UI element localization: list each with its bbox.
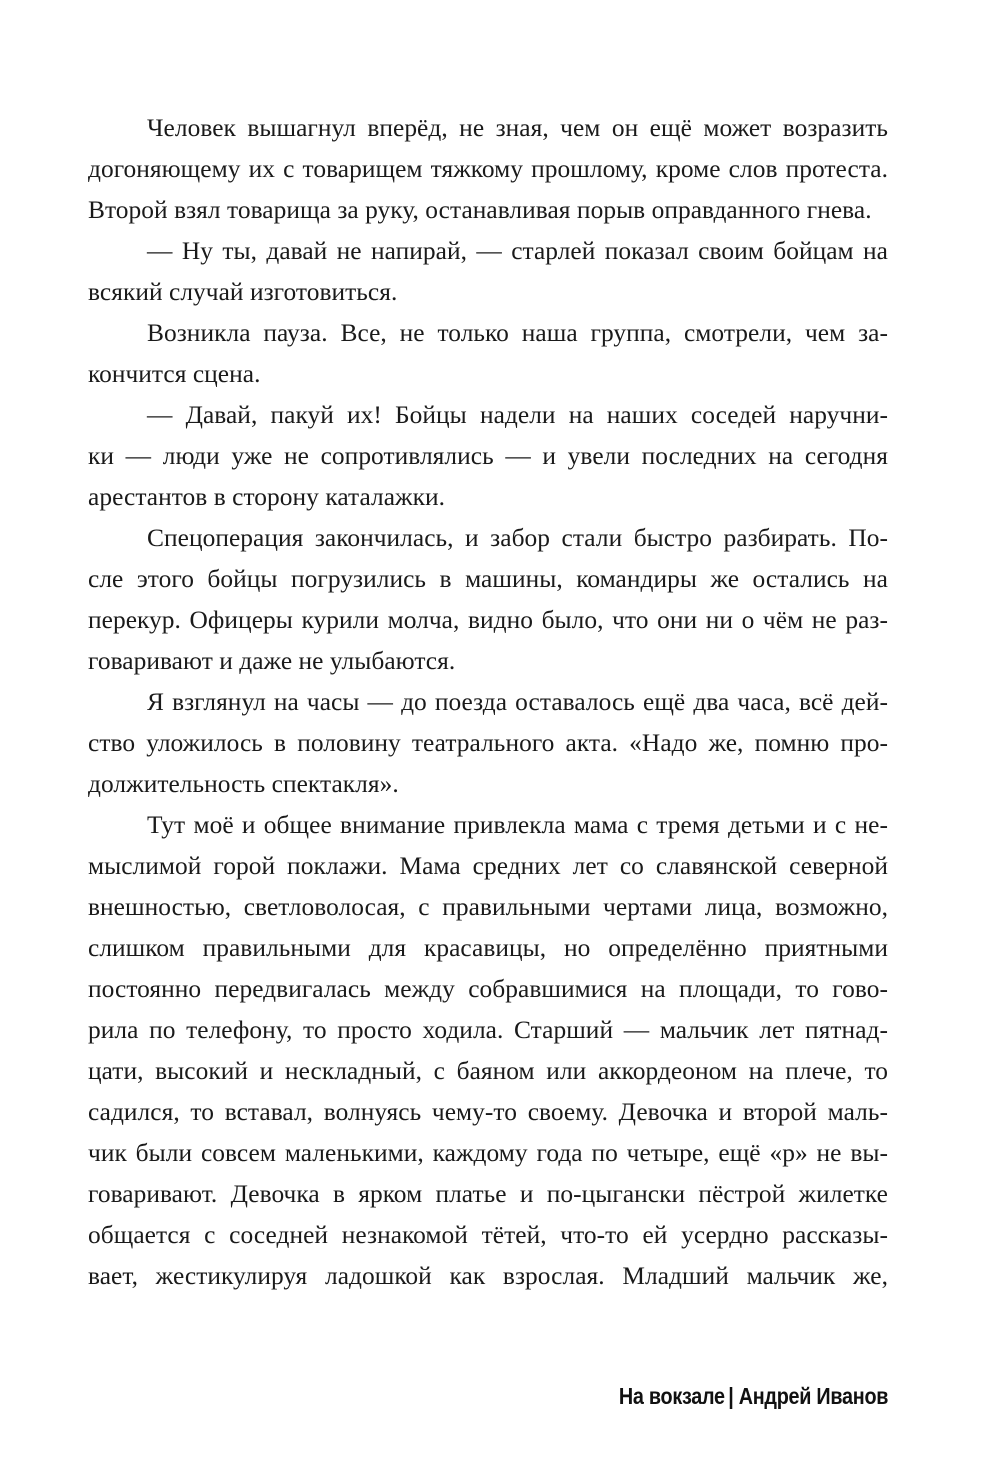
text-line: Второй взял товарища за руку, останавливая порыв оправданного гнева. (88, 196, 872, 224)
footer-author: Андрей Иванов (738, 1383, 888, 1409)
paragraph (88, 231, 888, 313)
body-text (88, 108, 888, 1297)
text-line: говаривают и даже не улыбаются. (88, 647, 456, 675)
text-line: вает, жестикулируя ладошкой как взрослая. Младший мальчик же, (88, 1262, 888, 1290)
paragraph (88, 313, 888, 395)
text-line: общается с соседней незнакомой тётей, что-то ей усердно рассказы- (88, 1221, 888, 1249)
text-line: сле этого бойцы погрузились в машины, командиры же остались на (88, 565, 888, 593)
text-line: цати, высокий и нескладный, с баяном или аккордеоном на плече, то (88, 1057, 888, 1085)
text-line: ство уложилось в половину театрального акта. «Надо же, помню про- (88, 729, 888, 757)
text-line: должительность спектакля». (88, 770, 399, 798)
footer-separator: | (728, 1383, 734, 1409)
text-line: рила по телефону, то просто ходила. Старший — мальчик лет пятнад- (88, 1016, 888, 1044)
text-line: слишком правильными для красавицы, но определённо приятными (88, 934, 888, 962)
text-line: мыслимой горой поклажи. Мама средних лет со славянской северной (88, 852, 888, 880)
text-line: говаривают. Девочка в ярком платье и по-цыгански пёстрой жилетке (88, 1180, 888, 1208)
text-line: Спецоперация закончилась, и забор стали быстро разбирать. По- (147, 524, 888, 552)
footer-section-title: На вокзале (618, 1383, 725, 1409)
paragraph (88, 682, 888, 805)
text-line: чик были совсем маленькими, каждому года по четыре, ещё «р» не вы- (88, 1139, 888, 1167)
text-line: арестантов в сторону каталажки. (88, 483, 446, 511)
text-line: постоянно передвигалась между собравшимися на площади, то гово- (88, 975, 888, 1003)
paragraph (88, 108, 888, 231)
text-line: Я взглянул на часы — до поезда оставалось ещё два часа, всё дей- (147, 688, 888, 716)
text-line: садился, то вставал, волнуясь чему-то своему. Девочка и второй маль- (88, 1098, 888, 1126)
text-line: — Ну ты, давай не напирай, — старлей показал своим бойцам на (147, 237, 888, 265)
text-line: всякий случай изготовиться. (88, 278, 398, 306)
text-line: перекур. Офицеры курили молча, видно было, что они ни о чём не раз- (88, 606, 888, 634)
paragraph (88, 805, 888, 1297)
running-footer (619, 1383, 888, 1410)
paragraph (88, 518, 888, 682)
text-line: Тут моё и общее внимание привлекла мама с тремя детьми и с не- (147, 811, 888, 839)
paragraph (88, 395, 888, 518)
text-line: кончится сцена. (88, 360, 261, 388)
text-line: Возникла пауза. Все, не только наша группа, смотрели, чем за- (147, 319, 888, 347)
text-line: — Давай, пакуй их! Бойцы надели на наших соседей наручни- (147, 401, 888, 429)
text-line: внешностью, светловолосая, с правильными чертами лица, возможно, (88, 893, 888, 921)
text-line: Человек вышагнул вперёд, не зная, чем он ещё может возразить (147, 114, 888, 142)
text-line: ки — люди уже не сопротивлялись — и увели последних на сегодня (88, 442, 888, 470)
text-line: догоняющему их с товарищем тяжкому прошлому, кроме слов протеста. (88, 155, 888, 183)
